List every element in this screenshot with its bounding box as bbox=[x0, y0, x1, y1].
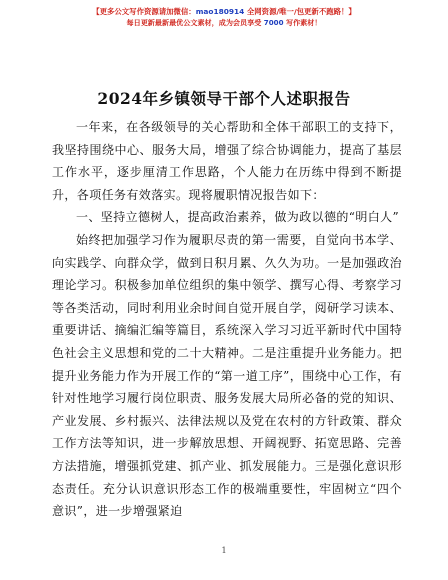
promo-line-2-text-c: 写作素材！ bbox=[283, 18, 322, 27]
section-heading-1: 一、坚持立德树人，提高政治素养，做为政以德的“明白人” bbox=[76, 210, 400, 225]
promo-line-2-text-a: 每日更新最新最优公文素材，成为会员享受 bbox=[126, 18, 264, 27]
promo-line-1 bbox=[0, 6, 448, 17]
promo-wechat-id: mao180914 bbox=[195, 7, 245, 16]
promo-count: 7000 bbox=[263, 18, 284, 27]
document-title: 2024年乡镇领导干部个人述职报告 bbox=[97, 89, 351, 108]
promo-line-2 bbox=[0, 17, 448, 28]
paragraph-intro: 一年来，在各级领导的关心帮助和全体干部职工的支持下，我坚持围绕中心、服务大局，增强了综合协调能力，提高了基层工作水平，逐步厘清工作思路，个人能力在历练中得到不断提升，各项任务有效落实。现将履职情况报告如下： bbox=[52, 120, 402, 202]
promo-banner bbox=[0, 6, 448, 28]
promo-line-1-text-c: 全网资源/唯一/包更新不跑路！】 bbox=[244, 7, 356, 16]
promo-line-1-text-a: 【更多公文写作资源请加微信： bbox=[92, 7, 196, 16]
document-body bbox=[52, 116, 402, 523]
paragraph-section-1: 始终把加强学习作为履职尽责的第一需要，自觉向书本学、向实践学、向群众学，做到日积月累、久久为功。一是加强政治理论学习。积极参加单位组织的集中领学、撰写心得、考察学习等各类活动，同时利用业余时间自觉开展自学，阅研学习读本、重要讲话、摘编汇编等篇目，系统深入学习习近平新时代中国特色社会主义思想和党的二十大精神。二是注重提升业务能力。把提升业务能力作为开展工作的“第一道工序”，围绕中心工作，有针对性地学习履行岗位职责、服务发展大局所必备的党的知识、产业发展、乡村振兴、法律法规以及党在农村的方针政策、群众工作方法等知识，进一步解放思想、开阔视野、拓宽思路、完善方法措施，增强抓党建、抓产业、抓发展能力。三是强化意识形态责任。充分认识意识形态工作的极端重要性，牢固树立“四个意识”，进一步增强紧迫 bbox=[52, 232, 402, 519]
page-number: 1 bbox=[221, 546, 227, 555]
